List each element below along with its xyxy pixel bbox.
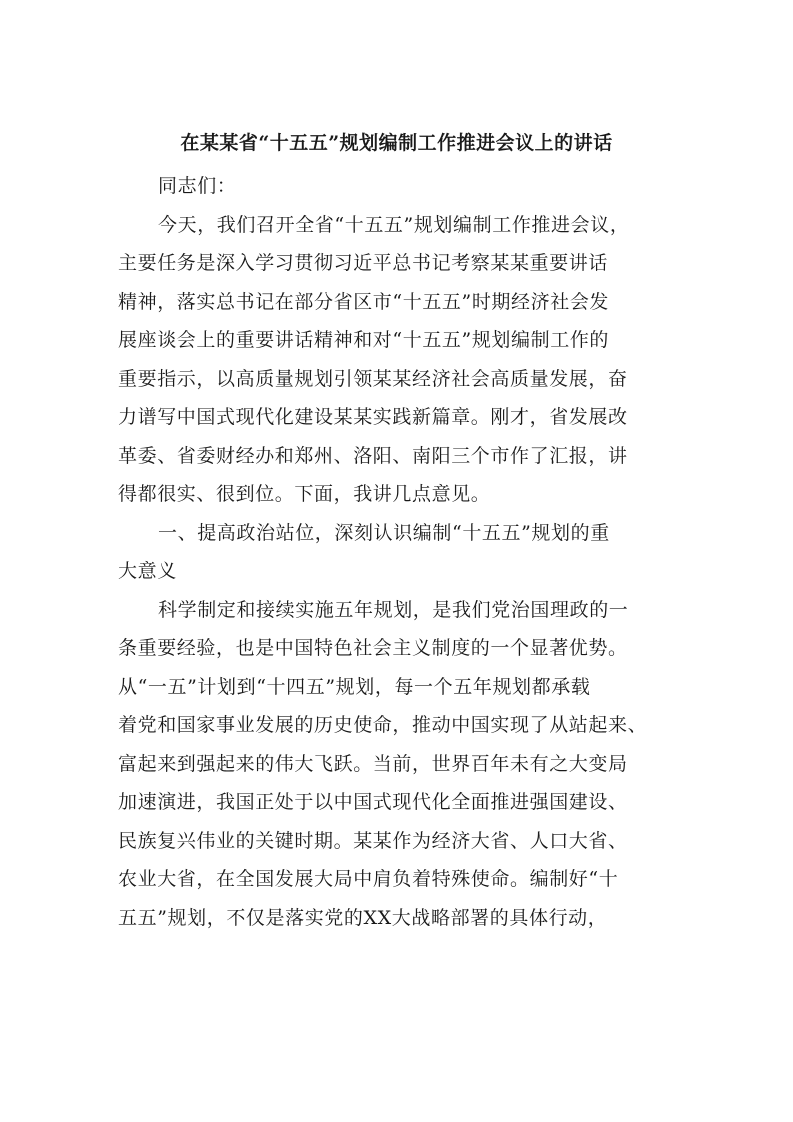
paragraph-line: 五五”规划，不仅是落实党的XX大战略部署的具体行动，: [118, 906, 608, 929]
paragraph-line: 展座谈会上的重要讲话精神和对“十五五”规划编制工作的: [118, 329, 610, 351]
paragraph-line: 富起来到强起来的伟大飞跃。当前，世界百年未有之大变局: [118, 752, 628, 775]
paragraph-line: 条重要经验，也是中国特色社会主义制度的一个显著优势。: [118, 637, 628, 659]
paragraph-line: 加速演进，我国正处于以中国式现代化全面推进强国建设、: [118, 791, 628, 813]
paragraph-line: 得都很实、很到位。下面，我讲几点意见。: [118, 483, 491, 505]
paragraph-line: 着党和国家事业发展的历史使命，推动中国实现了从站起来、: [118, 714, 648, 736]
paragraph-line: 革委、省委财经办和郑州、洛阳、南阳三个市作了汇报，讲: [118, 444, 628, 467]
paragraph-line: 力谱写中国式现代化建设某某实践新篇章。刚才，省发展改: [118, 406, 628, 428]
section-heading-line: 大意义: [118, 560, 177, 582]
paragraph-line: 从“一五”计划到“十四五”规划，每一个五年规划都承载: [118, 675, 591, 698]
paragraph-line: 民族复兴伟业的关键时期。某某作为经济大省、人口大省、: [118, 829, 628, 852]
document-title: 在某某省“十五五”规划编制工作推进会议上的讲话: [180, 132, 613, 154]
paragraph-line: 主要任务是深入学习贯彻习近平总书记考察某某重要讲话: [118, 252, 609, 274]
paragraph-line: 精神，落实总书记在部分省区市“十五五”时期经济社会发: [118, 290, 610, 313]
paragraph-line: 重要指示，以高质量规划引领某某经济社会高质量发展，奋: [118, 367, 628, 390]
paragraph-line: 今天，我们召开全省“十五五”规划编制工作推进会议，: [158, 213, 630, 236]
paragraph-line: 农业大省，在全国发展大局中肩负着特殊使命。编制好“十: [118, 868, 619, 890]
document-body: [118, 167, 676, 937]
paragraph-line: 科学制定和接续实施五年规划，是我们党治国理政的一: [158, 598, 629, 621]
salutation: 同志们：: [158, 175, 237, 197]
section-heading-line: 一、提高政治站位，深刻认识编制“十五五”规划的重: [158, 521, 610, 544]
